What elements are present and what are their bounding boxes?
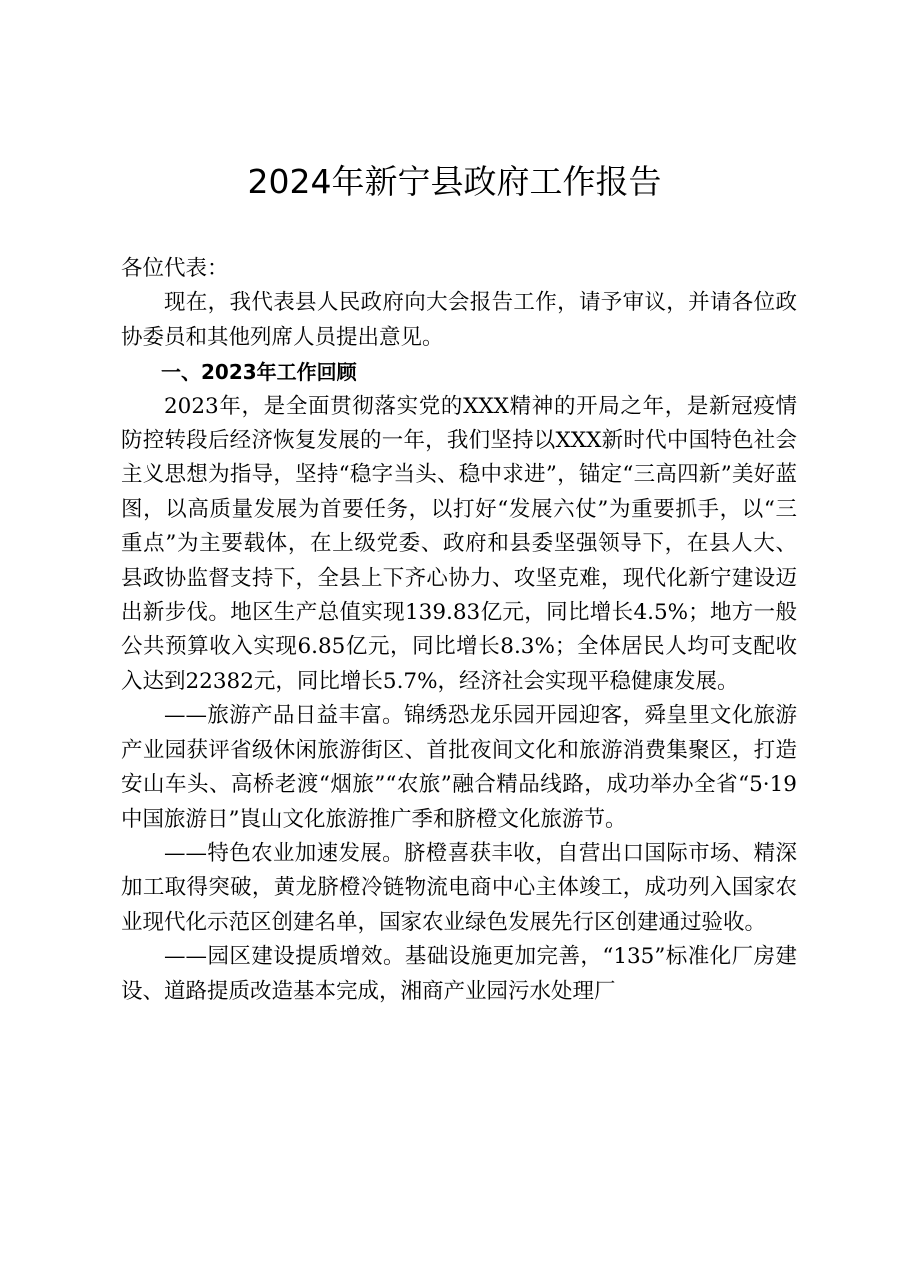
section-heading: 一、2023年工作回顾 xyxy=(161,360,357,385)
intro-paragraph: 现在，我代表县人民政府向大会报告工作，请予审议，并请各位政协委员和其他列席人员提出意见。 xyxy=(121,290,797,350)
document-body xyxy=(121,252,797,1009)
salutation: 各位代表： xyxy=(121,256,229,281)
paragraph-industrial-park: ——园区建设提质增效。基础设施更加完善，“135”标准化厂房建设、道路提质改造基本完成，湘商产业园污水处理厂 xyxy=(121,944,797,1004)
document-title: 2024年新宁县政府工作报告 xyxy=(247,162,662,201)
paragraph-agriculture: ——特色农业加速发展。脐橙喜获丰收，自营出口国际市场、精深加工取得突破，黄龙脐橙冷链物流电商中心主体竣工，成功列入国家农业现代化示范区创建名单，国家农业绿色发展先行区创建通过验收。 xyxy=(121,840,797,935)
paragraph-overview: 2023年，是全面贯彻落实党的XXX精神的开局之年，是新冠疫情防控转段后经济恢复发展的一年，我们坚持以XXX新时代中国特色社会主义思想为指导，坚持“稳字当头、稳中求进”，锚定“三高四新”美好蓝图，以高质量发展为首要任务，以打好“发展六仗”为重要抓手，以“三重点”为主要载体，在上级党委、政府和县委坚强领导下，在县人大、县政协监督支持下，全县上下齐心协力、攻坚克难，现代化新宁建设迈出新步伐。地区生产总值实现139.83亿元，同比增长4.5%；地方一般公共预算收入实现6.85亿元，同比增长8.3%；全体居民人均可支配收入达到22382元，同比增长5.7%，经济社会实现平稳健康发展。 xyxy=(121,393,797,694)
paragraph-tourism: ——旅游产品日益丰富。锦绣恐龙乐园开园迎客，舜皇里文化旅游产业园获评省级休闲旅游街区、首批夜间文化和旅游消费集聚区，打造安山车头、高桥老渡“烟旅”“农旅”融合精品线路，成功举办全省“5·19中国旅游日”崀山文化旅游推广季和脐橙文化旅游节。 xyxy=(121,703,797,832)
